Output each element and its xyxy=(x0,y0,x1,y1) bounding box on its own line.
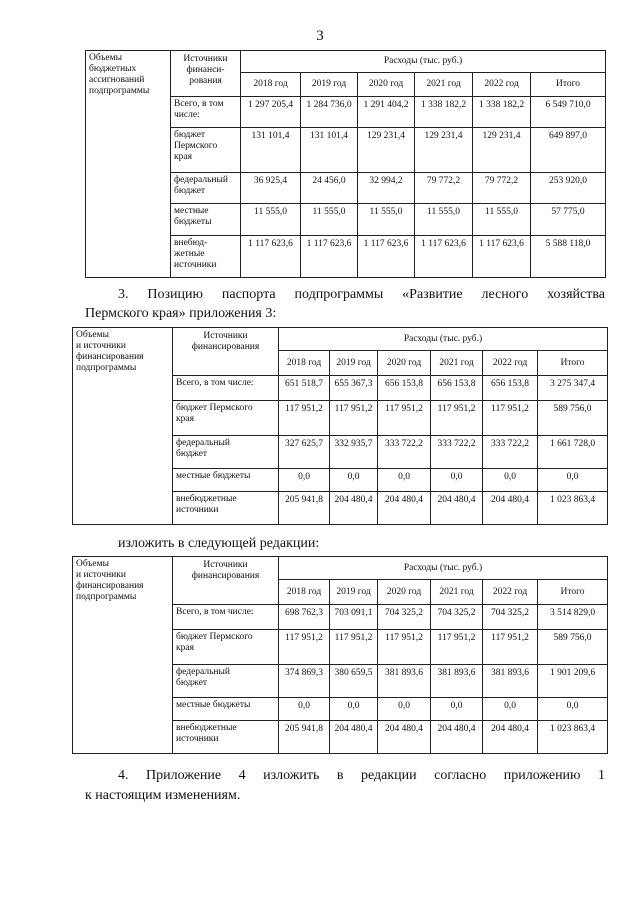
value-cell: 1 117 623,6 xyxy=(415,236,473,278)
value-cell: 1 338 182,2 xyxy=(473,97,531,128)
value-cell: 374 869,3 xyxy=(279,665,330,698)
value-cell: 3 275 347,4 xyxy=(538,376,608,401)
year-header: 2021 год xyxy=(431,351,483,376)
value-cell: 117 951,2 xyxy=(431,401,483,436)
value-cell: 32 994,2 xyxy=(358,173,415,204)
value-cell: 333 722,2 xyxy=(483,436,538,469)
value-cell: 0,0 xyxy=(431,469,483,492)
paragraph-4-continued: к настоящим изменениям. xyxy=(85,788,241,803)
value-cell: 0,0 xyxy=(431,698,483,721)
value-cell: 0,0 xyxy=(378,698,431,721)
source-cell: федеральный бюджет xyxy=(173,436,279,469)
value-cell: 1 117 623,6 xyxy=(301,236,358,278)
value-cell: 381 893,6 xyxy=(483,665,538,698)
year-header: 2019 год xyxy=(330,580,378,605)
value-cell: 1 297 205,4 xyxy=(241,97,301,128)
value-cell: 253 920,0 xyxy=(531,173,606,204)
value-cell: 656 153,8 xyxy=(378,376,431,401)
value-cell: 79 772,2 xyxy=(473,173,531,204)
value-cell: 655 367,3 xyxy=(330,376,378,401)
table1-expenses-header: Расходы (тыс. руб.) xyxy=(241,51,606,73)
value-cell: 333 722,2 xyxy=(431,436,483,469)
value-cell: 5 588 118,0 xyxy=(531,236,606,278)
value-cell: 333 722,2 xyxy=(378,436,431,469)
value-cell: 381 893,6 xyxy=(378,665,431,698)
year-header: 2020 год xyxy=(378,351,431,376)
source-cell: бюджет Пермского края xyxy=(173,630,279,665)
value-cell: 117 951,2 xyxy=(431,630,483,665)
paragraph-3: 3. Позицию паспорта подпрограммы «Развитие лесного хозяйства xyxy=(118,287,605,302)
value-cell: 1 901 209,6 xyxy=(538,665,608,698)
value-cell: 0,0 xyxy=(483,469,538,492)
value-cell: 11 555,0 xyxy=(241,204,301,236)
paragraph-4: 4. Приложение 4 изложить в редакции согласно приложению 1 xyxy=(118,768,605,783)
value-cell: 204 480,4 xyxy=(483,721,538,754)
year-header: 2020 год xyxy=(358,73,415,97)
value-cell: 589 756,0 xyxy=(538,630,608,665)
value-cell: 204 480,4 xyxy=(330,721,378,754)
year-header: 2018 год xyxy=(279,351,330,376)
value-cell: 36 925,4 xyxy=(241,173,301,204)
value-cell: 589 756,0 xyxy=(538,401,608,436)
paragraph-3-continued: Пермского края» приложения 3: xyxy=(85,306,277,321)
value-cell: 704 325,2 xyxy=(378,605,431,630)
value-cell: 24 456,0 xyxy=(301,173,358,204)
value-cell: 703 091,1 xyxy=(330,605,378,630)
value-cell: 1 117 623,6 xyxy=(241,236,301,278)
value-cell: 0,0 xyxy=(538,469,608,492)
value-cell: 117 951,2 xyxy=(279,401,330,436)
source-cell: Всего, в том числе: xyxy=(173,376,279,401)
value-cell: 1 117 623,6 xyxy=(473,236,531,278)
source-cell: федеральный бюджет xyxy=(173,665,279,698)
value-cell: 117 951,2 xyxy=(279,630,330,665)
table2-source-header: Источники финансирования xyxy=(173,328,279,376)
value-cell: 129 231,4 xyxy=(473,128,531,173)
source-cell: местные бюджеты xyxy=(171,204,241,236)
value-cell: 1 291 404,2 xyxy=(358,97,415,128)
table2-expenses-header: Расходы (тыс. руб.) xyxy=(279,328,608,351)
value-cell: 651 518,7 xyxy=(279,376,330,401)
year-header: Итого xyxy=(538,351,608,376)
funding-table-original-section xyxy=(85,50,606,278)
value-cell: 57 775,0 xyxy=(531,204,606,236)
value-cell: 131 101,4 xyxy=(241,128,301,173)
source-cell: местные бюджеты xyxy=(173,698,279,721)
year-header: 2022 год xyxy=(483,580,538,605)
value-cell: 0,0 xyxy=(483,698,538,721)
value-cell: 1 023 863,4 xyxy=(538,721,608,754)
value-cell: 204 480,4 xyxy=(483,492,538,525)
value-cell: 381 893,6 xyxy=(431,665,483,698)
value-cell: 649 897,0 xyxy=(531,128,606,173)
year-header: 2018 год xyxy=(241,73,301,97)
value-cell: 327 625,7 xyxy=(279,436,330,469)
value-cell: 0,0 xyxy=(279,698,330,721)
value-cell: 0,0 xyxy=(330,469,378,492)
year-header: 2021 год xyxy=(415,73,473,97)
value-cell: 1 117 623,6 xyxy=(358,236,415,278)
state-text: изложить в следующей редакции: xyxy=(118,536,320,551)
year-header: 2020 год xyxy=(378,580,431,605)
value-cell: 11 555,0 xyxy=(473,204,531,236)
table3-expenses-header: Расходы (тыс. руб.) xyxy=(279,557,608,580)
year-header: 2018 год xyxy=(279,580,330,605)
source-cell: федеральный бюджет xyxy=(171,173,241,204)
value-cell: 117 951,2 xyxy=(330,630,378,665)
value-cell: 1 284 736,0 xyxy=(301,97,358,128)
source-cell: местные бюджеты xyxy=(173,469,279,492)
value-cell: 0,0 xyxy=(330,698,378,721)
value-cell: 205 941,8 xyxy=(279,721,330,754)
value-cell: 704 325,2 xyxy=(483,605,538,630)
value-cell: 1 661 728,0 xyxy=(538,436,608,469)
value-cell: 656 153,8 xyxy=(431,376,483,401)
value-cell: 698 762,3 xyxy=(279,605,330,630)
value-cell: 11 555,0 xyxy=(358,204,415,236)
year-header: 2021 год xyxy=(431,580,483,605)
value-cell: 204 480,4 xyxy=(431,721,483,754)
table2-label-cell: Объемы и источники финансирования подпрограммы xyxy=(73,328,173,525)
page-number: 3 xyxy=(316,28,324,44)
value-cell: 0,0 xyxy=(378,469,431,492)
year-header: Итого xyxy=(538,580,608,605)
year-header: 2019 год xyxy=(301,73,358,97)
value-cell: 656 153,8 xyxy=(483,376,538,401)
source-cell: бюджет Пермского края xyxy=(173,401,279,436)
value-cell: 0,0 xyxy=(279,469,330,492)
value-cell: 205 941,8 xyxy=(279,492,330,525)
source-cell: бюджет Пермского края xyxy=(171,128,241,173)
source-cell: внебюджетные источники xyxy=(173,721,279,754)
value-cell: 11 555,0 xyxy=(301,204,358,236)
table1-source-header: Источники финанси- рования xyxy=(171,51,241,97)
value-cell: 204 480,4 xyxy=(431,492,483,525)
value-cell: 704 325,2 xyxy=(431,605,483,630)
value-cell: 117 951,2 xyxy=(483,630,538,665)
value-cell: 204 480,4 xyxy=(378,721,431,754)
year-header: Итого xyxy=(531,73,606,97)
year-header: 2022 год xyxy=(473,73,531,97)
year-header: 2022 год xyxy=(483,351,538,376)
source-cell: внебюд- жетные источники xyxy=(171,236,241,278)
value-cell: 131 101,4 xyxy=(301,128,358,173)
value-cell: 3 514 829,0 xyxy=(538,605,608,630)
funding-table-current xyxy=(72,327,608,525)
value-cell: 6 549 710,0 xyxy=(531,97,606,128)
value-cell: 332 935,7 xyxy=(330,436,378,469)
source-cell: Всего, в том числе: xyxy=(173,605,279,630)
value-cell: 79 772,2 xyxy=(415,173,473,204)
value-cell: 117 951,2 xyxy=(378,630,431,665)
source-cell: Всего, в том числе: xyxy=(171,97,241,128)
value-cell: 1 338 182,2 xyxy=(415,97,473,128)
value-cell: 204 480,4 xyxy=(378,492,431,525)
value-cell: 129 231,4 xyxy=(358,128,415,173)
value-cell: 117 951,2 xyxy=(378,401,431,436)
value-cell: 0,0 xyxy=(538,698,608,721)
value-cell: 204 480,4 xyxy=(330,492,378,525)
year-header: 2019 год xyxy=(330,351,378,376)
source-cell: внебюджетные источники xyxy=(173,492,279,525)
table3-label-cell: Объемы и источники финансирования подпрограммы xyxy=(73,557,173,754)
value-cell: 11 555,0 xyxy=(415,204,473,236)
table1-label-cell: Объемы бюджетных ассигнований подпрограммы xyxy=(86,51,171,278)
table3-source-header: Источники финансирования xyxy=(173,557,279,605)
value-cell: 129 231,4 xyxy=(415,128,473,173)
value-cell: 1 023 863,4 xyxy=(538,492,608,525)
value-cell: 380 659,5 xyxy=(330,665,378,698)
value-cell: 117 951,2 xyxy=(483,401,538,436)
value-cell: 117 951,2 xyxy=(330,401,378,436)
funding-table-new xyxy=(72,556,608,754)
